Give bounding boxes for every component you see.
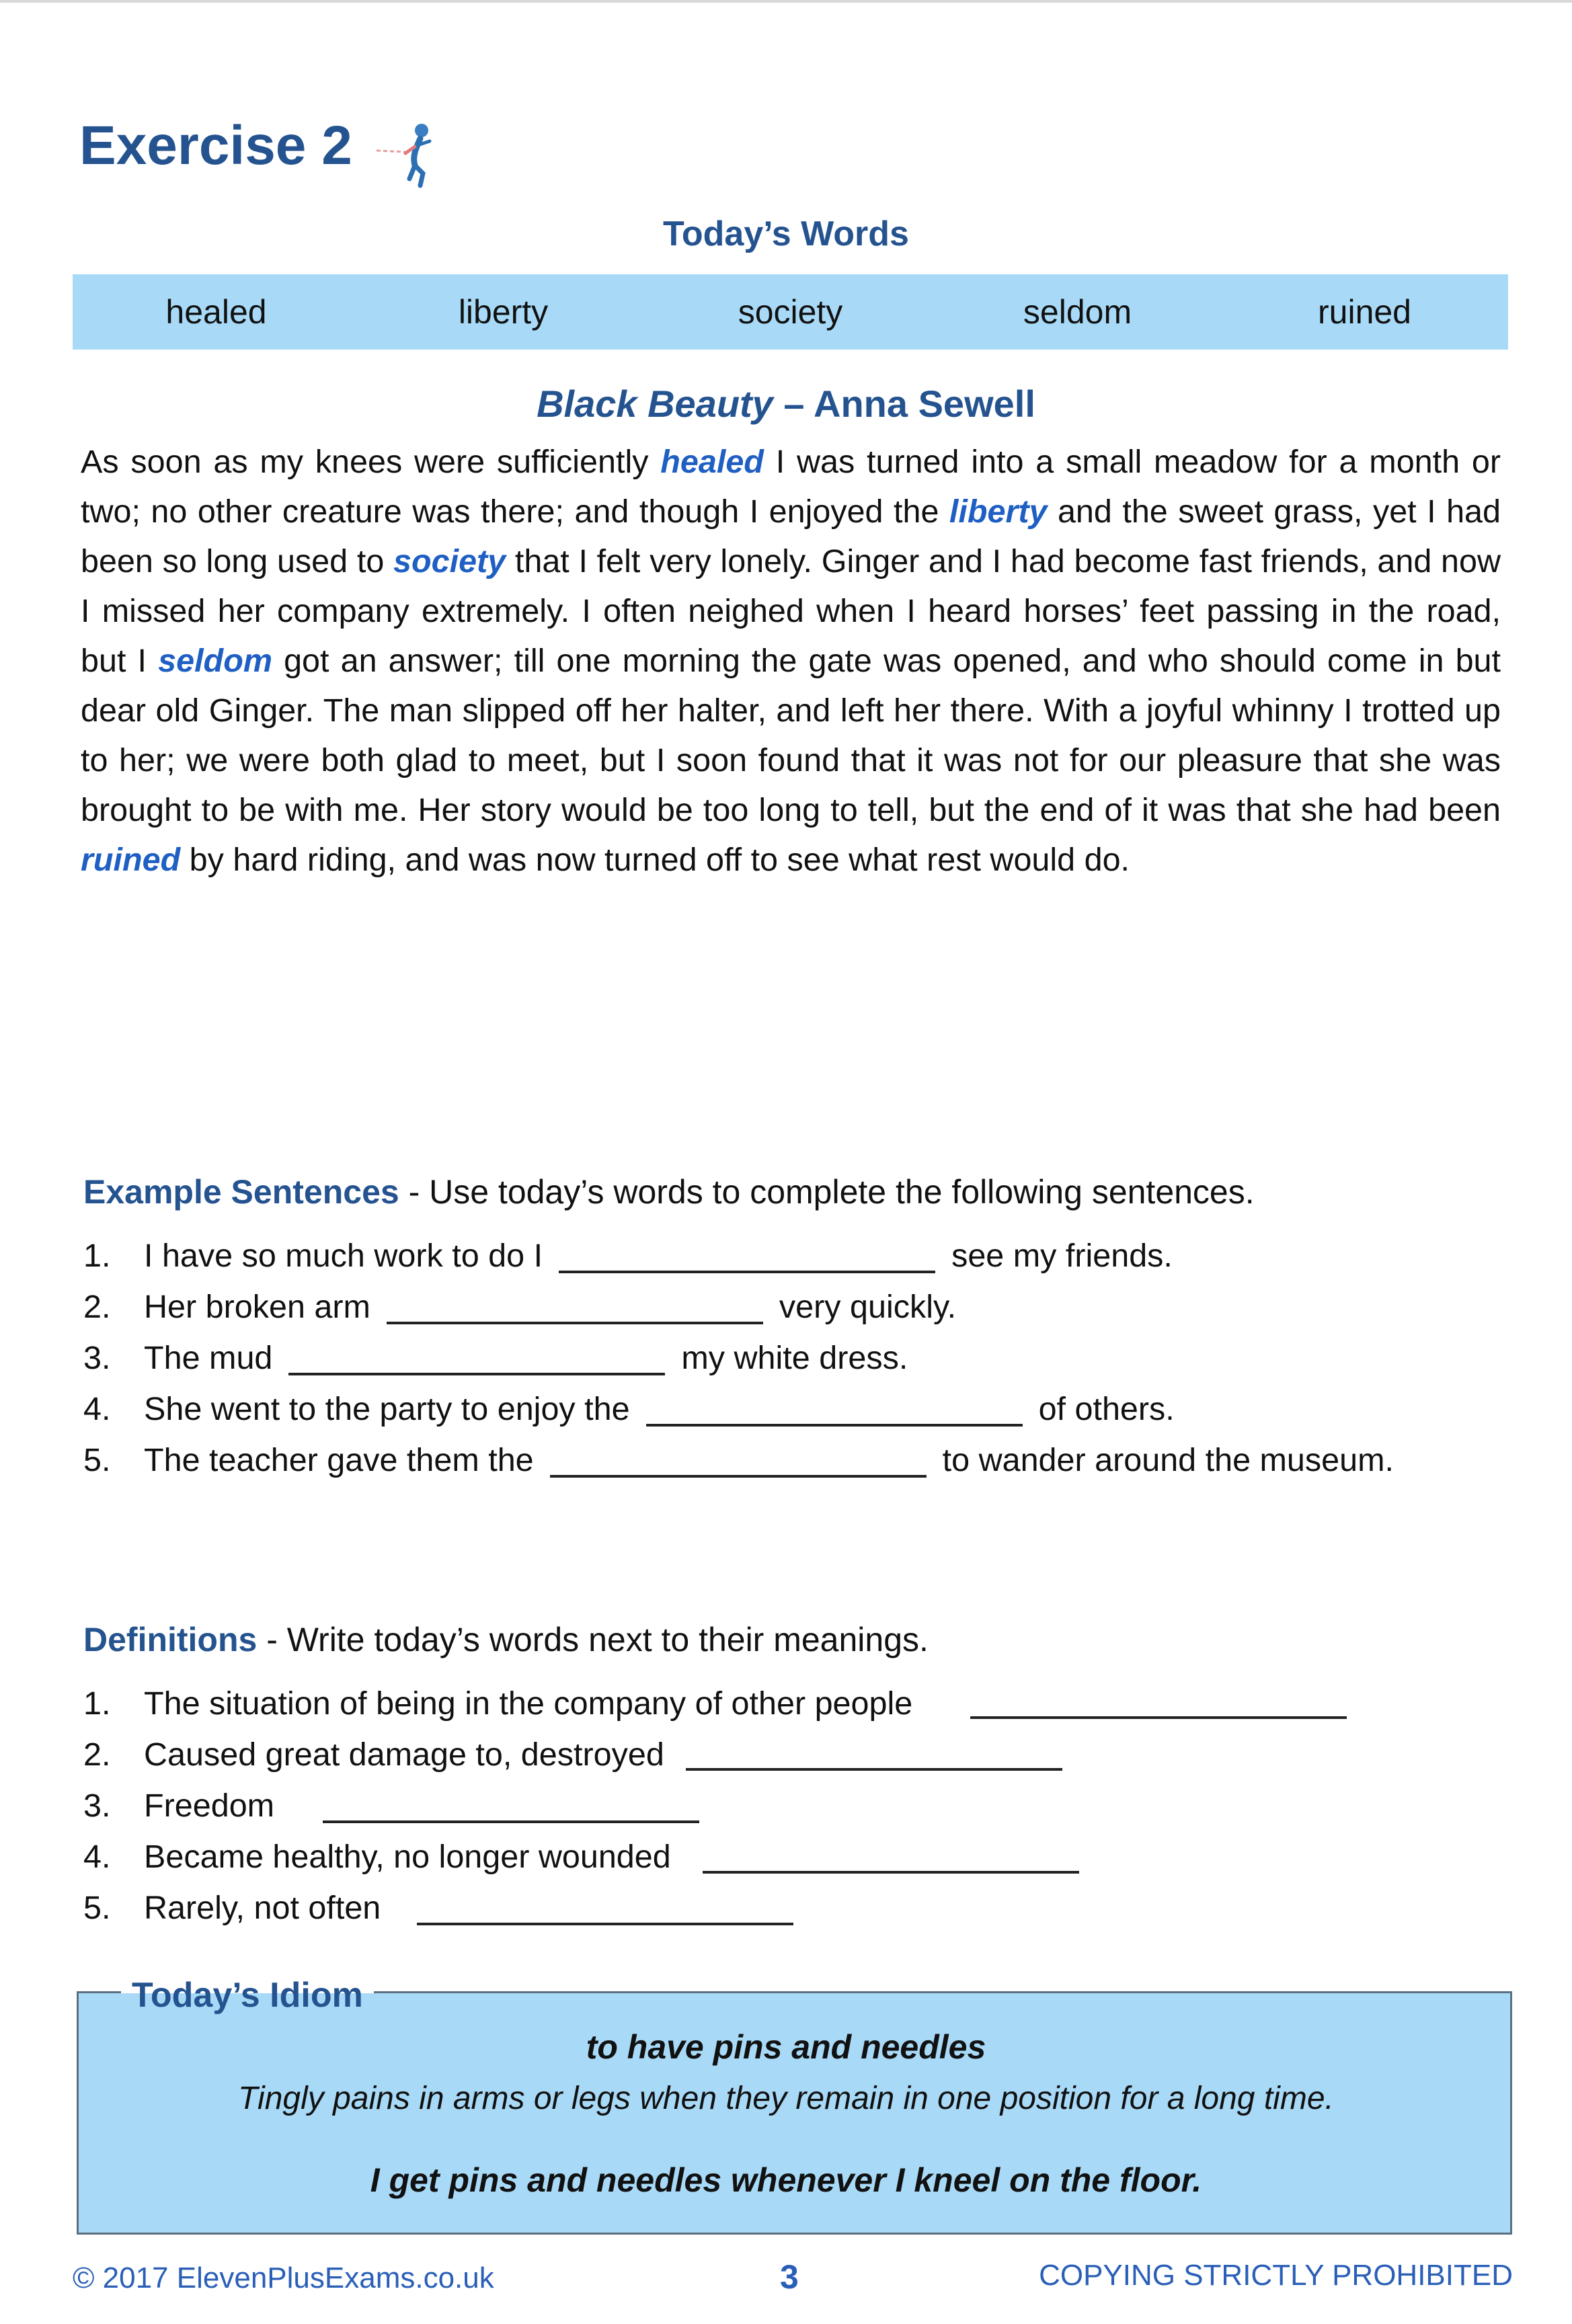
sentence-before: The teacher gave them the (144, 1442, 534, 1478)
keyword-society: society (393, 543, 506, 579)
item-number: 3. (83, 1788, 111, 1824)
keyword-healed: healed (660, 444, 764, 480)
footer-copyright: © 2017 ElevenPlusExams.co.uk (73, 2261, 494, 2294)
sentence-before: Her broken arm (144, 1289, 370, 1325)
example-sentences-instruction: - Use today’s words to complete the following sentences. (399, 1173, 1255, 1211)
passage-title (0, 382, 1572, 426)
passage-segment: got an answer; till one morning the gate was opened, and who should come in but dear old Ginger. The man slipped off her halter, and left her there. With a joyful whinny I trotted up to her; we were both glad to meet, but I soon found that it was not for our pleasure that she was brought to be with me. Her story would be too long to tell, but the end of it was that she had been (81, 643, 1501, 828)
example-sentences-label: Example Sentences (83, 1173, 399, 1211)
definition-text: Rarely, not often (144, 1890, 381, 1926)
item-number: 5. (83, 1442, 111, 1478)
definition-item (83, 1831, 912, 1882)
definition-blank-4[interactable] (703, 1871, 1079, 1874)
example-sentence-item (83, 1435, 1394, 1486)
definition-blank-5[interactable] (417, 1923, 793, 1925)
word-ruined: ruined (1318, 293, 1411, 331)
sentence-after: of others. (1038, 1391, 1175, 1427)
idiom-example: I get pins and needles whenever I kneel on the floor. (370, 2161, 1202, 2199)
word-seldom: seldom (1023, 293, 1132, 331)
idiom-meaning: Tingly pains in arms or legs when they remain in one position for a long time. (238, 2081, 1334, 2116)
definition-item (83, 1729, 912, 1780)
runner-icon (373, 116, 447, 190)
passage-segment: by hard riding, and was now turned off to see what rest would do. (180, 842, 1130, 878)
item-number: 5. (83, 1890, 111, 1926)
definition-text: The situation of being in the company of other people (144, 1685, 913, 1722)
item-number: 2. (83, 1289, 111, 1325)
sentence-before: I have so much work to do I (144, 1238, 543, 1274)
keyword-seldom: seldom (158, 643, 272, 679)
definition-item (83, 1678, 912, 1729)
footer-notice: COPYING STRICTLY PROHIBITED (1039, 2259, 1513, 2292)
definitions-instruction: - Write today’s words next to their meanings. (257, 1621, 929, 1658)
example-sentence-item (83, 1384, 1394, 1435)
item-number: 4. (83, 1391, 111, 1427)
passage-segment: and the sweet grass, yet I had been so long used to (81, 493, 1501, 579)
answer-blank-4[interactable] (646, 1424, 1023, 1427)
footer-page-number: 3 (780, 2258, 799, 2296)
definitions-label: Definitions (83, 1621, 258, 1658)
example-sentences-heading (83, 1172, 1255, 1211)
todays-words-heading: Today’s Words (663, 214, 909, 253)
item-number: 2. (83, 1736, 111, 1773)
passage-text (81, 437, 1501, 885)
definitions-list (83, 1678, 912, 1933)
word-healed: healed (165, 293, 267, 331)
passage-segment: As soon as my knees were sufficiently (81, 444, 661, 480)
example-sentence-item (83, 1332, 1394, 1384)
passage-segment: I was turned into a small meadow for a month or two; no other creature was there; and though I enjoyed the (81, 444, 1501, 530)
word-society: society (738, 293, 843, 331)
definitions-heading (83, 1620, 929, 1659)
definition-blank-3[interactable] (323, 1820, 699, 1823)
definition-text: Caused great damage to, destroyed (144, 1736, 664, 1773)
definition-text: Became healthy, no longer wounded (144, 1839, 671, 1875)
title-separator: – (773, 383, 814, 425)
idiom-heading: Today’s Idiom (121, 1975, 374, 2015)
item-number: 1. (83, 1685, 111, 1722)
book-title: Black Beauty (537, 383, 773, 425)
todays-words-band (73, 274, 1508, 350)
sentence-after: very quickly. (779, 1289, 957, 1325)
definition-blank-2[interactable] (686, 1768, 1062, 1771)
keyword-ruined: ruined (81, 842, 181, 878)
word-liberty: liberty (458, 293, 549, 331)
sentence-after: see my friends. (951, 1238, 1173, 1274)
sentence-before: The mud (144, 1340, 273, 1376)
sentence-after: my white dress. (681, 1340, 908, 1376)
definition-text: Freedom (144, 1788, 275, 1824)
answer-blank-3[interactable] (288, 1373, 665, 1375)
definition-item (83, 1882, 912, 1933)
exercise-title: Exercise 2 (79, 115, 352, 176)
answer-blank-1[interactable] (559, 1271, 935, 1273)
keyword-liberty: liberty (949, 493, 1048, 530)
idiom-phrase: to have pins and needles (586, 2028, 986, 2066)
definition-item (83, 1780, 912, 1831)
sentence-after: to wander around the museum. (942, 1442, 1394, 1478)
author-name: Anna Sewell (814, 383, 1035, 425)
answer-blank-2[interactable] (387, 1322, 763, 1324)
item-number: 4. (83, 1839, 111, 1875)
item-number: 3. (83, 1340, 111, 1376)
definition-blank-1[interactable] (970, 1716, 1347, 1719)
page-top-edge (0, 0, 1572, 3)
example-sentences-list (83, 1230, 1394, 1486)
example-sentence-item (83, 1281, 1394, 1332)
answer-blank-5[interactable] (550, 1475, 927, 1478)
passage-segment: that I felt very lonely. Ginger and I had become fast friends, and now I missed her company extremely. I often neighed when I heard horses’ feet passing in the road, but I (81, 543, 1501, 679)
item-number: 1. (83, 1238, 111, 1274)
sentence-before: She went to the party to enjoy the (144, 1391, 630, 1427)
example-sentence-item (83, 1230, 1394, 1281)
